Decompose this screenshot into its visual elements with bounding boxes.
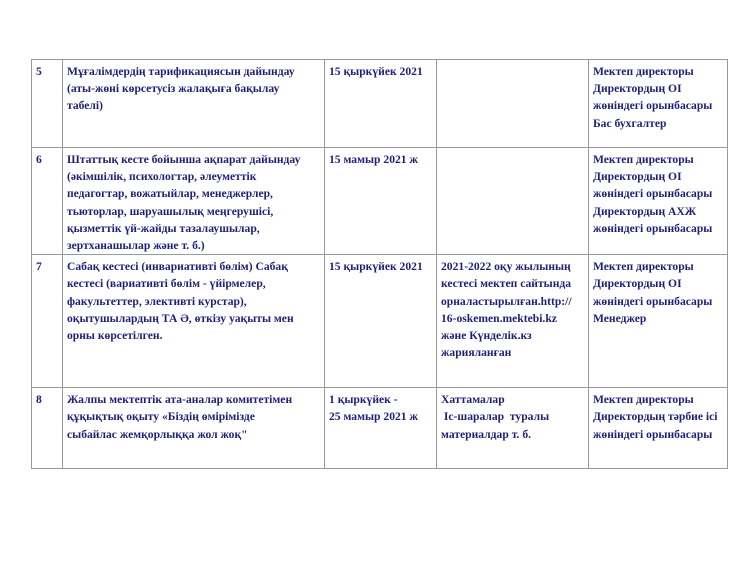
date-cell	[325, 388, 437, 469]
row-number-cell	[32, 148, 63, 255]
responsible-text-line: Директордың АХЖ	[593, 204, 697, 218]
row-number-cell	[32, 60, 63, 148]
table-row	[32, 148, 728, 255]
responsible-text-line: жөніндегі орынбасары	[593, 427, 713, 441]
task-text-line: Сабақ кестесі (инвариативті бөлім) Сабақ	[67, 260, 288, 274]
form-cell	[437, 148, 589, 255]
task-text-line: тьюторлар, шаруашылық меңгерушісі,	[67, 204, 274, 218]
row-number-cell	[32, 255, 63, 388]
row-number: 7	[36, 260, 42, 274]
date-text-line: 1 қыркүйек -	[329, 393, 398, 407]
task-text-line: факультеттер, элективті курстар),	[67, 294, 247, 308]
date-text-line: 15 қыркүйек 2021	[329, 260, 423, 274]
responsible-cell	[589, 255, 728, 388]
responsible-text-line: Мектеп директоры	[593, 260, 694, 274]
form-text-line: Хаттамалар	[441, 393, 505, 407]
row-number: 8	[36, 393, 42, 407]
responsible-text-line: Мектеп директоры	[593, 393, 694, 407]
responsible-text-line: жөніндегі орынбасары	[593, 294, 713, 308]
task-text-line: Жалпы мектептік ата-аналар комитетімен	[67, 393, 293, 407]
row-number-cell	[32, 388, 63, 469]
task-cell	[63, 60, 325, 148]
date-text-line: 25 мамыр 2021 ж	[329, 410, 418, 424]
responsible-text-line: Мектеп директоры	[593, 65, 694, 78]
task-text-line: құқықтық оқыту «Біздің өмірімізде	[67, 410, 255, 424]
table-row	[32, 388, 728, 469]
form-cell	[437, 255, 589, 388]
form-cell	[437, 388, 589, 469]
task-cell	[63, 255, 325, 388]
row-number: 5	[36, 65, 42, 78]
task-text-line: қызметтік үй-жайды тазалаушылар,	[67, 221, 260, 235]
date-text-line: 15 қыркүйек 2021	[329, 65, 423, 78]
plan-table	[31, 59, 728, 469]
responsible-text-line: Директордың ОІ	[593, 170, 682, 184]
date-cell	[325, 148, 437, 255]
task-text-line: Мұғалімдердің тарификациясын дайындау	[67, 65, 295, 78]
date-cell	[325, 60, 437, 148]
form-text-line: 2021-2022 оқу жылының	[441, 260, 571, 274]
responsible-text-line: жөніндегі орынбасары	[593, 187, 713, 201]
date-cell	[325, 255, 437, 388]
plan-table-body	[32, 60, 728, 469]
form-text-line: кестесі мектеп сайтында	[441, 277, 572, 291]
form-text-line: 16-oskemen.mektebi.kz	[441, 311, 557, 325]
responsible-cell	[589, 60, 728, 148]
task-text-line: сыбайлас жемқорлыққа жол жоқ"	[67, 427, 248, 441]
task-text-line: зертханашылар және т. б.)	[67, 239, 205, 253]
form-text-line: және Күнделік.кз	[441, 329, 532, 343]
task-text-line: (әкімшілік, психологтар, әлеуметтік	[67, 170, 257, 184]
task-text-line: Штаттық кесте бойынша ақпарат дайындау	[67, 153, 301, 166]
form-cell	[437, 60, 589, 148]
row-number: 6	[36, 153, 42, 166]
table-row	[32, 60, 728, 148]
responsible-cell	[589, 148, 728, 255]
responsible-text-line: Бас бухгалтер	[593, 116, 667, 130]
responsible-text-line: Директордың ОІ	[593, 277, 682, 291]
responsible-text-line: Менеджер	[593, 311, 647, 325]
form-text-line: материалдар т. б.	[441, 427, 532, 441]
task-text-line: (аты-жөні көрсетусіз жалақыға бақылау	[67, 82, 280, 96]
task-cell	[63, 148, 325, 255]
responsible-text-line: Мектеп директоры	[593, 153, 694, 166]
responsible-text-line: Директордың тәрбие ісі	[593, 410, 718, 424]
task-text-line: кестесі (вариативті бөлім - үйірмелер,	[67, 277, 266, 291]
form-text-line: Іс-шаралар туралы	[441, 410, 550, 424]
responsible-text-line: жөніндегі орынбасары	[593, 221, 713, 235]
table-row	[32, 255, 728, 388]
responsible-cell	[589, 388, 728, 469]
form-text-line: орналастырылған.http://	[441, 294, 572, 308]
form-text-line: жарияланған	[441, 346, 512, 360]
task-text-line: орны көрсетілген.	[67, 329, 163, 343]
responsible-text-line: Директордың ОІ	[593, 82, 682, 96]
date-text-line: 15 мамыр 2021 ж	[329, 153, 418, 166]
task-text-line: табелі)	[67, 99, 104, 113]
task-text-line: оқытушылардың ТА Ә, өткізу уақыты мен	[67, 311, 294, 325]
responsible-text-line: жөніндегі орынбасары	[593, 99, 713, 113]
task-cell	[63, 388, 325, 469]
task-text-line: педагогтар, вожатыйлар, менеджерлер,	[67, 187, 273, 201]
